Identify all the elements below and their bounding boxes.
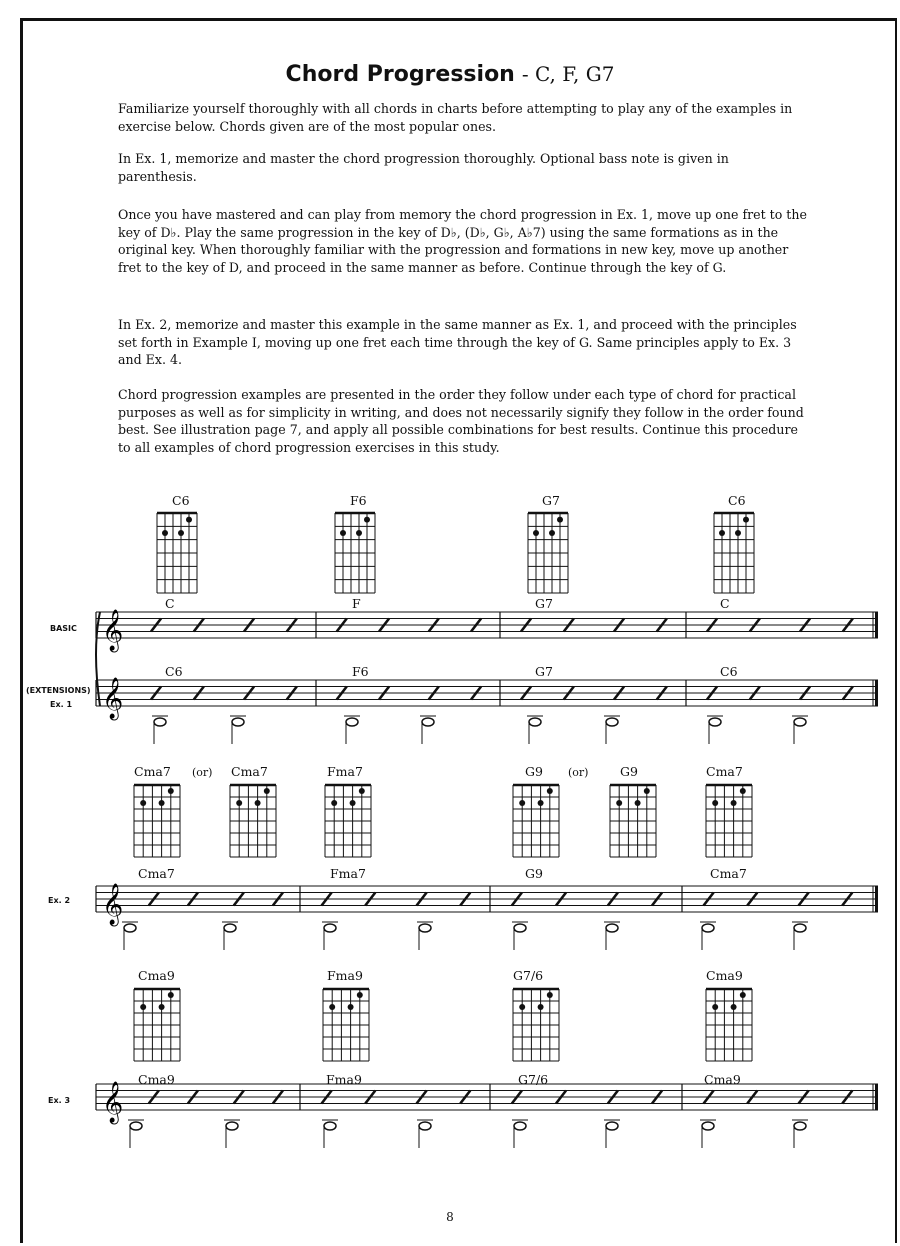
finger-dot xyxy=(140,800,146,806)
finger-dot xyxy=(712,1004,718,1010)
bass-note xyxy=(226,1122,238,1130)
bass-note xyxy=(514,1122,526,1130)
treble-clef: 𝄞 xyxy=(102,884,124,925)
finger-dot xyxy=(557,517,563,523)
diagram-label: Cma7 xyxy=(706,764,743,779)
bass-note xyxy=(346,718,358,726)
or-label: (or) xyxy=(192,766,213,779)
finger-dot xyxy=(348,1004,354,1010)
finger-dot xyxy=(356,530,362,536)
chord-symbol: C xyxy=(165,596,175,611)
finger-dot xyxy=(731,800,737,806)
bass-note xyxy=(224,924,236,932)
bass-note xyxy=(154,718,166,726)
staff-label-basic: BASIC xyxy=(50,624,77,633)
diagram-label: Cma9 xyxy=(706,968,743,983)
finger-dot xyxy=(178,530,184,536)
bass-note xyxy=(130,1122,142,1130)
finger-dot xyxy=(340,530,346,536)
finger-dot xyxy=(712,800,718,806)
chord-symbol: Cma7 xyxy=(710,866,747,881)
finger-dot xyxy=(533,530,539,536)
finger-dot xyxy=(731,1004,737,1010)
diagram-label: G7/6 xyxy=(513,968,544,983)
paragraph-intro: Familiarize yourself thoroughly with all chords in charts before attempting to play any of the examples in exercise below. Chords given are of the most popular ones. xyxy=(118,101,793,134)
staff-label-extensions: (EXTENSIONS) xyxy=(26,686,91,695)
finger-dot xyxy=(519,800,525,806)
bass-note xyxy=(606,1122,618,1130)
chord-symbol: C6 xyxy=(165,664,183,679)
bass-note xyxy=(702,1122,714,1130)
chord-symbol: Cma9 xyxy=(704,1072,741,1087)
treble-clef: 𝄞 xyxy=(102,610,124,651)
staff-label-ex1: Ex. 1 xyxy=(50,700,73,709)
chord-symbol: C6 xyxy=(720,664,738,679)
finger-dot xyxy=(236,800,242,806)
end-bar-thick xyxy=(875,1084,878,1110)
diagram-label: Fma9 xyxy=(327,968,363,983)
diagram-label: C6 xyxy=(728,493,746,508)
finger-dot xyxy=(644,788,650,794)
bass-note xyxy=(124,924,136,932)
bass-note xyxy=(794,1122,806,1130)
finger-dot xyxy=(740,788,746,794)
chord-symbol: F xyxy=(352,596,361,611)
finger-dot xyxy=(719,530,725,536)
finger-dot xyxy=(186,517,192,523)
bass-note xyxy=(419,924,431,932)
finger-dot xyxy=(547,992,553,998)
chord-symbol: Cma9 xyxy=(138,1072,175,1087)
finger-dot xyxy=(743,517,749,523)
diagram-label: Fma7 xyxy=(327,764,363,779)
finger-dot xyxy=(159,800,165,806)
finger-dot xyxy=(350,800,356,806)
chord-symbol: Fma7 xyxy=(330,866,366,881)
chord-symbol: G7 xyxy=(535,664,553,679)
title-main: Chord Progression xyxy=(285,62,515,87)
finger-dot xyxy=(547,788,553,794)
end-bar-thick xyxy=(875,680,878,706)
bass-note xyxy=(794,718,806,726)
bass-note xyxy=(794,924,806,932)
chord-symbol: G7 xyxy=(535,596,553,611)
bass-note xyxy=(529,718,541,726)
chord-symbol: Cma7 xyxy=(138,866,175,881)
diagram-label: F6 xyxy=(350,493,367,508)
diagram-label: G9 xyxy=(525,764,543,779)
bass-note xyxy=(232,718,244,726)
finger-dot xyxy=(735,530,741,536)
finger-dot xyxy=(359,788,365,794)
end-bar-thick xyxy=(875,612,878,638)
finger-dot xyxy=(549,530,555,536)
finger-dot xyxy=(159,1004,165,1010)
staff-label-ex2: Ex. 2 xyxy=(48,896,71,905)
bass-note xyxy=(514,924,526,932)
title-sub: - C, F, G7 xyxy=(521,62,615,86)
finger-dot xyxy=(140,1004,146,1010)
chord-symbol: F6 xyxy=(352,664,369,679)
end-bar-thick xyxy=(875,886,878,912)
finger-dot xyxy=(329,1004,335,1010)
finger-dot xyxy=(168,992,174,998)
paragraph-ex1: In Ex. 1, memorize and master the chord progression thoroughly. Optional bass note is given in parenthesis. xyxy=(118,151,729,184)
bass-note xyxy=(702,924,714,932)
chord-symbol: G9 xyxy=(525,866,543,881)
paragraph-order: Chord progression examples are presented in the order they follow under each type of chord for practical purposes as well as for simplicity in writing, and does not necessarily signify they follow in the order found best. See illustration page 7, and apply all possible combinations for best results. Continue this procedure to all examples of chord progression exercises in this study. xyxy=(118,387,804,455)
diagram-label: C6 xyxy=(172,493,190,508)
diagram-label: G9 xyxy=(620,764,638,779)
bass-note xyxy=(324,1122,336,1130)
or-label: (or) xyxy=(568,766,589,779)
diagram-label: G7 xyxy=(542,493,560,508)
chord-symbol: Fma9 xyxy=(326,1072,362,1087)
chord-symbol: G7/6 xyxy=(518,1072,549,1087)
finger-dot xyxy=(255,800,261,806)
diagram-label: Cma7 xyxy=(231,764,268,779)
finger-dot xyxy=(168,788,174,794)
diagram-label: Cma9 xyxy=(138,968,175,983)
bass-note xyxy=(606,718,618,726)
staff-label-ex3: Ex. 3 xyxy=(48,1096,71,1105)
finger-dot xyxy=(616,800,622,806)
paragraph-ex2: In Ex. 2, memorize and master this example in the same manner as Ex. 1, and proceed with the principles set forth in Example I, moving up one fret each time through the key of G. Same principles apply to Ex. 3 and Ex. 4. xyxy=(118,317,797,368)
finger-dot xyxy=(264,788,270,794)
treble-clef: 𝄞 xyxy=(102,678,124,719)
page-number: 8 xyxy=(446,1210,454,1224)
bass-note xyxy=(419,1122,431,1130)
finger-dot xyxy=(538,1004,544,1010)
finger-dot xyxy=(635,800,641,806)
finger-dot xyxy=(162,530,168,536)
finger-dot xyxy=(364,517,370,523)
bass-note xyxy=(606,924,618,932)
finger-dot xyxy=(538,800,544,806)
bass-note xyxy=(422,718,434,726)
diagram-label: Cma7 xyxy=(134,764,171,779)
bass-note xyxy=(709,718,721,726)
finger-dot xyxy=(357,992,363,998)
bass-note xyxy=(324,924,336,932)
treble-clef: 𝄞 xyxy=(102,1082,124,1123)
finger-dot xyxy=(331,800,337,806)
finger-dot xyxy=(740,992,746,998)
chord-symbol: C xyxy=(720,596,730,611)
paragraph-transpose: Once you have mastered and can play from memory the chord progression in Ex. 1, move up one fret to the key of D♭. Play the same progression in the key of D♭, (D♭, G♭, A♭7) using the same formations as in the original key. When thoroughly familiar with the progression and formations in new key, move up another fret to the key of D, and proceed in the same manner as before. Continue through the key of G. xyxy=(118,207,807,275)
finger-dot xyxy=(519,1004,525,1010)
